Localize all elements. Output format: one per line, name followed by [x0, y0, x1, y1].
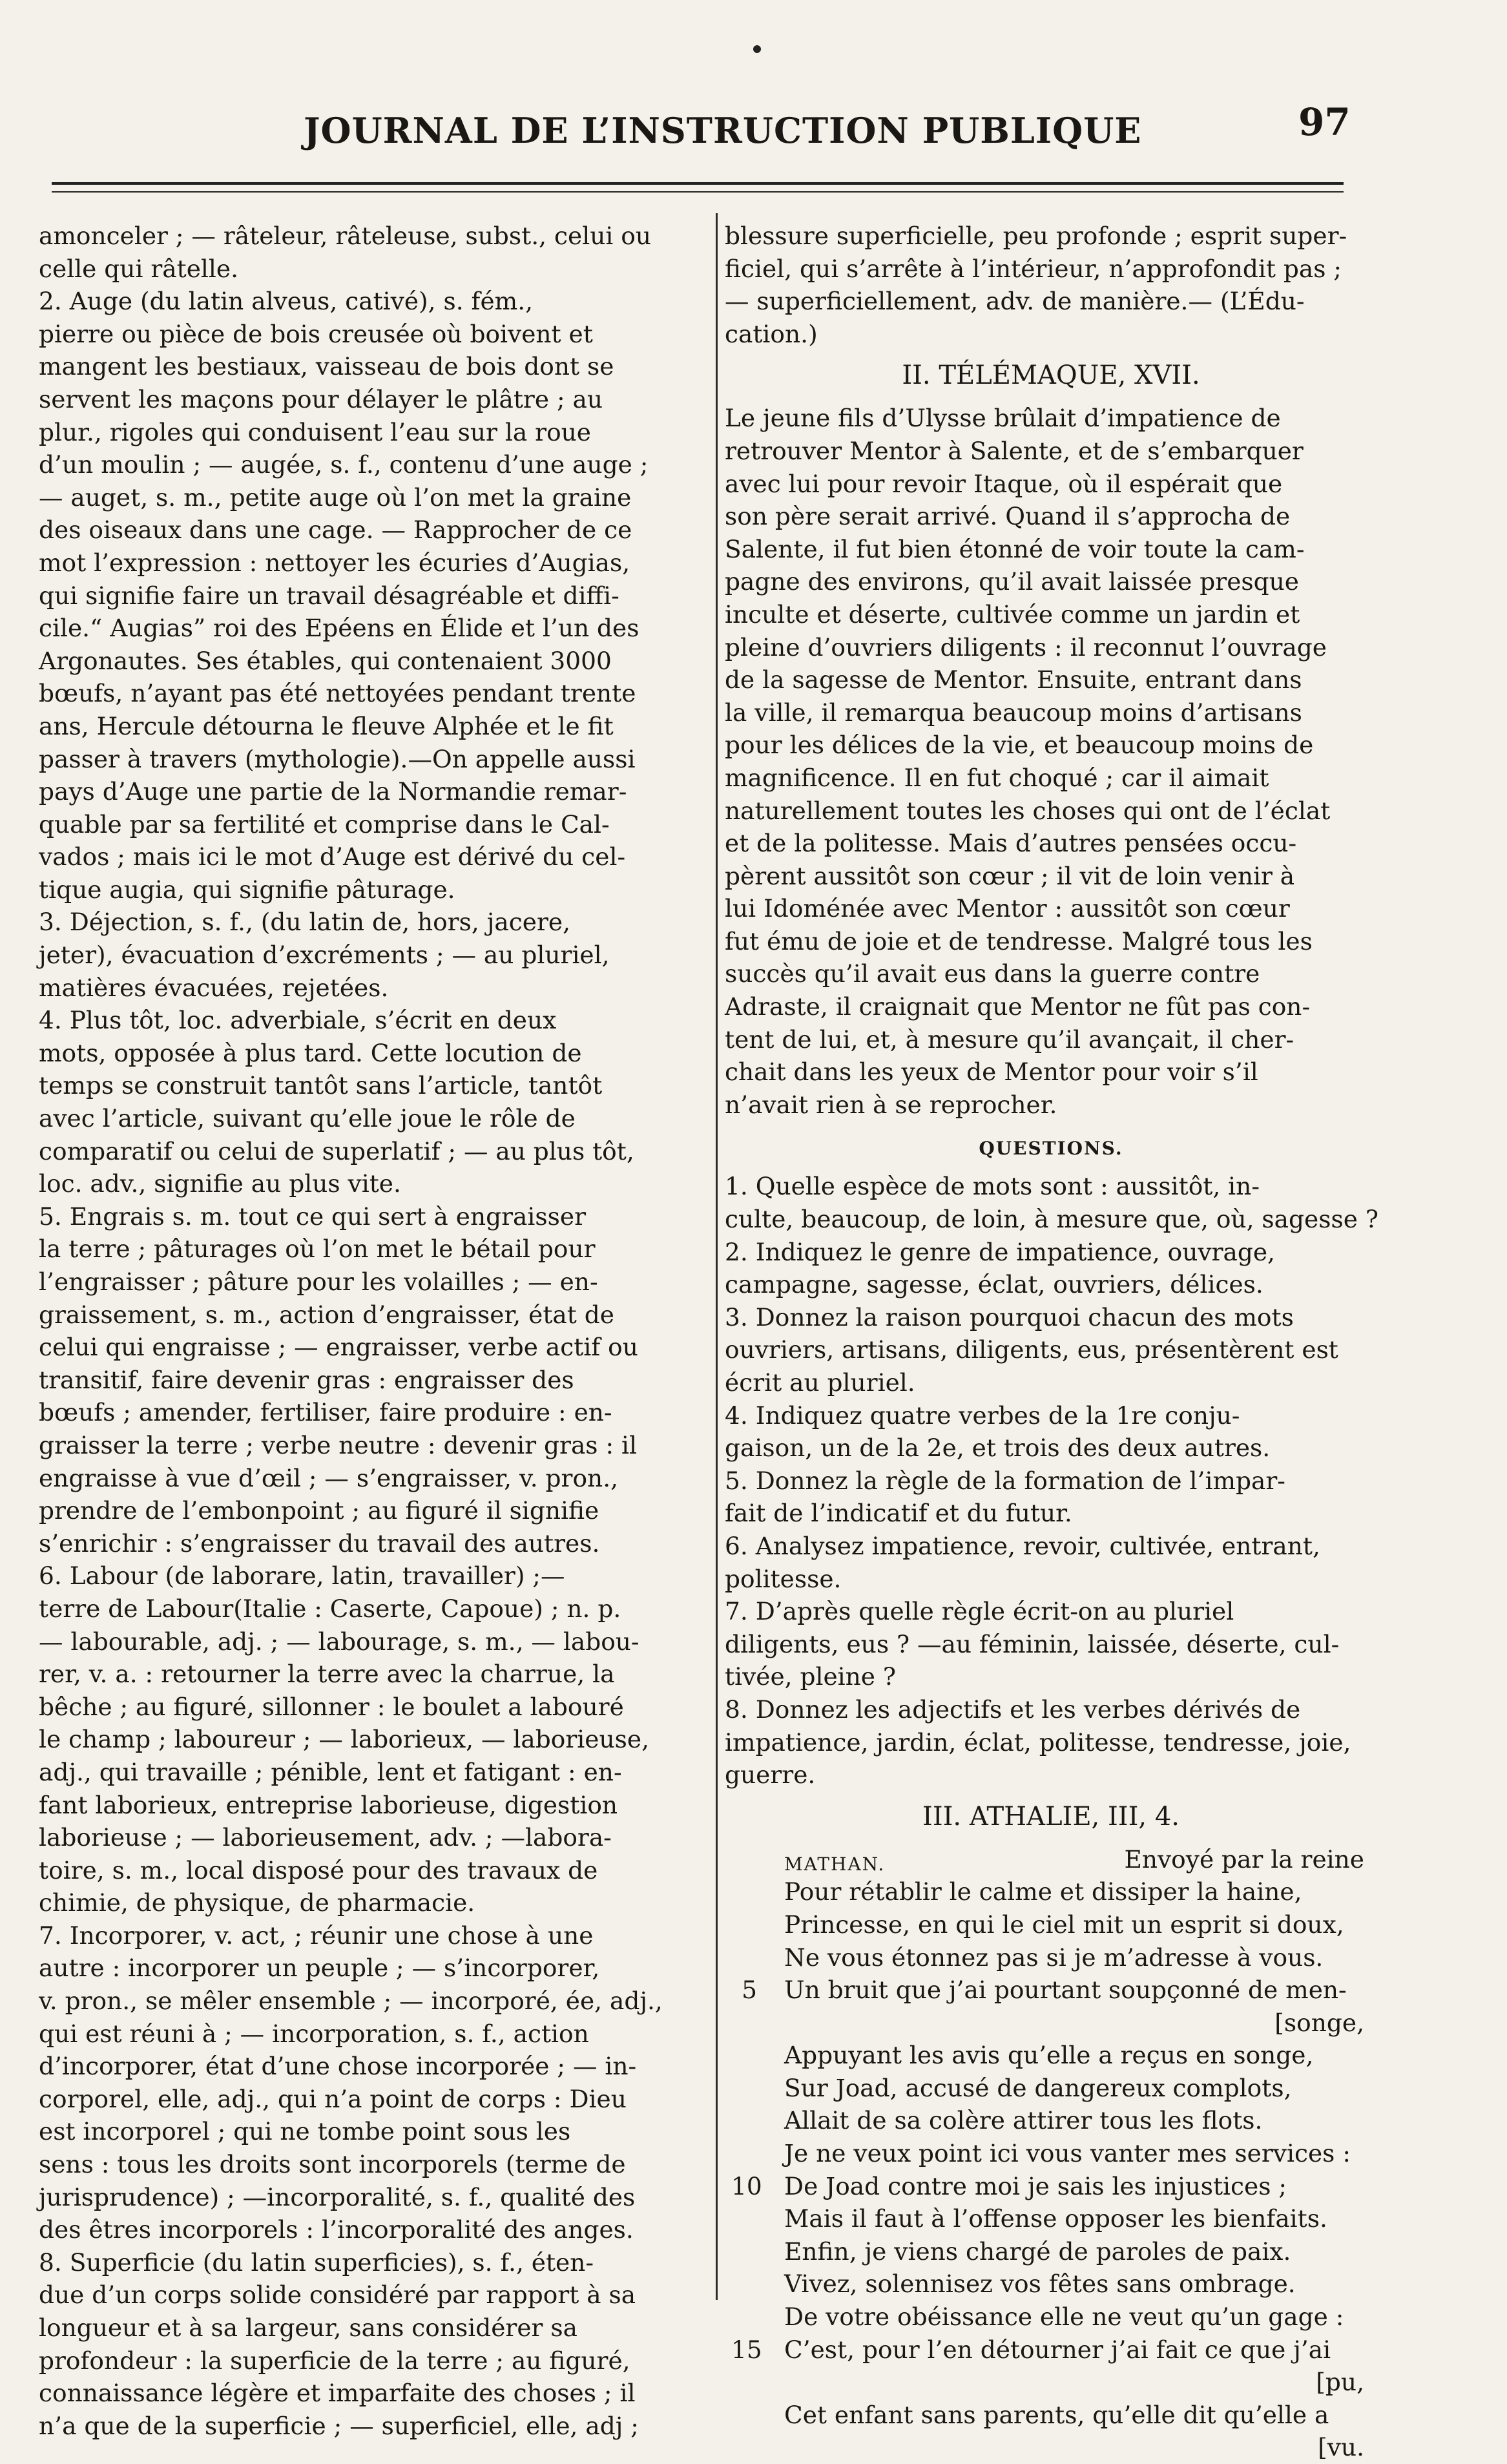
text-line: chait dans les yeux de Mentor pour voir s’il: [725, 1058, 1258, 1087]
text-line: — auget, s. m., petite auge où l’on met la graine: [39, 483, 632, 512]
text-line: s’enrichir : s’engraisser du travail des autres.: [39, 1529, 600, 1558]
text-line: loc. adv., signifie au plus vite.: [39, 1169, 401, 1198]
text-line: pleine d’ouvriers diligents : il reconnut l’ouvrage: [725, 632, 1327, 662]
text-line: et de la politesse. Mais d’autres pensées occu-: [725, 829, 1297, 858]
text-line: 2. Auge (du latin alveus, cativé), s. fém.,: [39, 287, 534, 316]
text-line: prendre de l’embonpoint ; au figuré il signifie: [39, 1496, 599, 1525]
text-line: terre de Labour(Italie : Caserte, Capoue) ; n. p.: [39, 1594, 621, 1623]
question-line: 4. Indiquez quatre verbes de la 1re conju-: [725, 1401, 1240, 1430]
text-line: l’engraisser ; pâture pour les volailles ; — en-: [39, 1268, 598, 1296]
question-line: fait de l’indicatif et du futur.: [725, 1499, 1072, 1528]
verse-text: Vivez, solennisez vos fêtes sans ombrage.: [784, 2270, 1296, 2299]
question-line: 8. Donnez les adjectifs et les verbes dérivés de: [725, 1695, 1301, 1724]
text-line: celle qui râtelle.: [39, 254, 239, 283]
section-title-telemaque: II. TÉLÉMAQUE, XVII.: [902, 360, 1200, 391]
verse-text: Envoyé par la reine: [1124, 1844, 1364, 1874]
telemaque-passage: [725, 402, 1377, 1121]
verse-line: [725, 1908, 1377, 1941]
text-line: plur., rigoles qui conduisent l’eau sur la roue: [39, 417, 591, 446]
text-line: bêche ; au figuré, sillonner : le boulet a labouré: [39, 1692, 624, 1721]
verse-number: 10: [731, 2171, 762, 2200]
verse-number: 5: [742, 1976, 757, 2005]
athalie-verses: [725, 1875, 1377, 2464]
text-line: fant laborieux, entreprise laborieuse, digestion: [39, 1790, 618, 1819]
text-line: laborieuse ; — laborieusement, adv. ; —labora-: [39, 1823, 612, 1852]
text-line: due d’un corps solide considéré par rapport à sa: [39, 2281, 636, 2310]
verse-number: 15: [731, 2335, 762, 2364]
verse-line: [725, 2333, 1377, 2366]
question-line: 5. Donnez la règle de la formation de l’impar-: [725, 1466, 1285, 1495]
header-rule-thick: [52, 182, 1344, 185]
verse-line: [725, 2202, 1377, 2235]
text-line: ans, Hercule détourna le fleuve Alphée et le fit: [39, 711, 614, 740]
question-line: tivée, pleine ?: [725, 1662, 897, 1691]
text-line: tique augia, qui signifie pâturage.: [39, 875, 455, 904]
speaker-name: MATHAN.: [784, 1853, 886, 1875]
header-rule-thin: [52, 191, 1344, 193]
question-line: ouvriers, artisans, diligents, eus, présentèrent est: [725, 1335, 1338, 1364]
verse-text: Appuyant les avis qu’elle a reçus en songe,: [784, 2041, 1314, 2070]
verse-line: [725, 2170, 1377, 2203]
verse-line: [725, 2137, 1377, 2170]
text-line: lui Idoménée avec Mentor : aussitôt son cœur: [725, 894, 1290, 923]
text-line: Salente, il fut bien étonné de voir toute la cam-: [725, 534, 1305, 563]
text-line: retrouver Mentor à Salente, et de s’embarquer: [725, 436, 1304, 465]
text-line: vados ; mais ici le mot d’Auge est dérivé du cel-: [39, 842, 626, 872]
text-line: longueur et à sa largeur, sans considérer sa: [39, 2313, 577, 2342]
text-line: quable par sa fertilité et comprise dans le Cal-: [39, 809, 610, 839]
text-line: v. pron., se mêler ensemble ; — incorporé, ée, adj.,: [39, 1987, 663, 2016]
verse-text: Pour rétablir le calme et dissiper la haine,: [784, 1877, 1302, 1906]
right-column: [725, 220, 1377, 2464]
questions-list: [725, 1170, 1377, 1791]
text-line: cile.“ Augias” roi des Epéens en Élide et l’un des: [39, 614, 639, 643]
text-line: avec lui pour revoir Itaque, où il espérait que: [725, 469, 1283, 498]
text-line: — superficiellement, adv. de manière.— (L’Édu-: [725, 287, 1305, 316]
left-column: [39, 220, 704, 2442]
text-line: pèrent aussitôt son cœur ; il vit de loin venir à: [725, 861, 1295, 890]
text-line: servent les maçons pour délayer le plâtre ; au: [39, 384, 603, 413]
text-line: tent de lui, et, à mesure qu’il avançait, il cher-: [725, 1025, 1294, 1054]
text-line: ficiel, qui s’arrête à l’intérieur, n’approfondit pas ;: [725, 254, 1342, 283]
text-line: adj., qui travaille ; pénible, lent et fatigant : en-: [39, 1757, 622, 1786]
verse-line: [725, 2007, 1377, 2040]
verse-line: [725, 1974, 1377, 2007]
text-line: 8. Superficie (du latin superficies), s. f., éten-: [39, 2248, 594, 2277]
text-line: le champ ; laboureur ; — laborieux, — laborieuse,: [39, 1725, 649, 1754]
verse-text: De votre obéissance elle ne veut qu’un gage :: [784, 2302, 1344, 2332]
verse-text: Enfin, je viens chargé de paroles de paix.: [784, 2237, 1291, 2266]
verse-text: De Joad contre moi je sais les injustices ;: [784, 2171, 1287, 2200]
text-line: n’avait rien à se reprocher.: [725, 1090, 1057, 1119]
verse-text: Cet enfant sans parents, qu’elle dit qu’elle a: [784, 2400, 1329, 2429]
text-line: de la sagesse de Mentor. Ensuite, entrant dans: [725, 665, 1302, 694]
text-line: Argonautes. Ses étables, qui contenaient 3000: [39, 646, 612, 675]
text-line: naturellement toutes les choses qui ont de l’éclat: [725, 796, 1331, 825]
text-line: transitif, faire devenir gras : engraisser des: [39, 1365, 574, 1394]
text-line: la ville, il remarqua beaucoup moins d’artisans: [725, 698, 1302, 727]
journal-title: JOURNAL DE L’INSTRUCTION PUBLIQUE: [304, 110, 1142, 151]
text-line: inculte et déserte, cultivée comme un jardin et: [725, 600, 1300, 629]
verse-line: [725, 2072, 1377, 2105]
text-line: jurisprudence) ; —incorporalité, s. f., qualité des: [39, 2182, 636, 2211]
text-line: matières évacuées, rejetées.: [39, 973, 389, 1002]
text-line: avec l’article, suivant qu’elle joue le rôle de: [39, 1104, 576, 1133]
text-line: des oiseaux dans une cage. — Rapprocher de ce: [39, 516, 632, 545]
text-line: magnificence. Il en fut choqué ; car il aimait: [725, 763, 1269, 792]
verse-text: Mais il faut à l’offense opposer les bienfaits.: [784, 2204, 1327, 2233]
verse-text: Ne vous étonnez pas si je m’adresse à vous.: [784, 1943, 1324, 1972]
text-line: sens : tous les droits sont incorporels (terme de: [39, 2150, 626, 2179]
text-line: 4. Plus tôt, loc. adverbiale, s’écrit en deux: [39, 1006, 557, 1035]
question-line: 2. Indiquez le genre de impatience, ouvrage,: [725, 1237, 1275, 1266]
verse-line: [725, 2399, 1377, 2432]
text-line: mangent les bestiaux, vaisseau de bois dont se: [39, 352, 614, 381]
verse-speaker-line: [725, 1843, 1377, 1876]
text-line: d’un moulin ; — augée, s. f., contenu d’une auge ;: [39, 450, 649, 479]
text-line: 6. Labour (de laborare, latin, travailler) ;—: [39, 1561, 565, 1591]
verse-line: [725, 2104, 1377, 2137]
question-line: 6. Analysez impatience, revoir, cultivée, entrant,: [725, 1531, 1320, 1560]
verse-text: Allait de sa colère attirer tous les flots.: [784, 2106, 1263, 2135]
text-line: Adraste, il craignait que Mentor ne fût pas con-: [725, 992, 1311, 1021]
verse-continuation: [songe,: [1274, 2008, 1364, 2037]
text-line: 5. Engrais s. m. tout ce qui sert à engraisser: [39, 1202, 586, 1231]
text-line: n’a que de la superficie ; — superficiel, elle, adj ;: [39, 2411, 639, 2440]
question-line: culte, beaucoup, de loin, à mesure que, où, sagesse ?: [725, 1205, 1378, 1234]
text-line: — labourable, adj. ; — labourage, s. m., — labou-: [39, 1627, 639, 1656]
verse-line: [725, 2366, 1377, 2399]
text-line: graissement, s. m., action d’engraisser, état de: [39, 1300, 614, 1329]
text-line: est incorporel ; qui ne tombe point sous les: [39, 2117, 571, 2146]
text-line: engraisse à vue d’œil ; — s’engraisser, v. pron.,: [39, 1463, 619, 1492]
text-line: mot l’expression : nettoyer les écuries d’Augias,: [39, 548, 630, 577]
text-line: rer, v. a. : retourner la terre avec la charrue, la: [39, 1660, 615, 1689]
verse-line: [725, 1875, 1377, 1908]
question-line: diligents, eus ? —au féminin, laissée, déserte, cul-: [725, 1629, 1340, 1658]
verse-line: [725, 2039, 1377, 2072]
text-line: mots, opposée à plus tard. Cette locution de: [39, 1038, 582, 1067]
text-line: qui signifie faire un travail désagréable et diffi-: [39, 581, 619, 610]
page-header: [0, 97, 1507, 168]
text-line: bœufs ; amender, fertiliser, faire produire : en-: [39, 1398, 612, 1427]
verse-line: [725, 2268, 1377, 2301]
text-line: blessure superficielle, peu profonde ; esprit super-: [725, 222, 1347, 250]
text-line: pagne des environs, qu’il avait laissée presque: [725, 567, 1299, 596]
verse-text: Princesse, en qui le ciel mit un esprit si doux,: [784, 1910, 1344, 1939]
text-line: des êtres incorporels : l’incorporalité des anges.: [39, 2215, 634, 2244]
verse-text: C’est, pour l’en détourner j’ai fait ce que j’ai: [784, 2335, 1331, 2364]
section-title-athalie: III. ATHALIE, III, 4.: [922, 1801, 1180, 1832]
text-line: d’incorporer, état d’une chose incorporée ; — in-: [39, 2052, 637, 2081]
verse-line: [725, 2301, 1377, 2333]
column-divider: [716, 213, 718, 2300]
page-number: 97: [1298, 100, 1351, 144]
text-line: cation.): [725, 319, 818, 348]
verse-line: [725, 2235, 1377, 2268]
text-line: corporel, elle, adj., qui n’a point de corps : Dieu: [39, 2084, 627, 2113]
text-line: 3. Déjection, s. f., (du latin de, hors, jacere,: [39, 908, 570, 937]
text-line: graisser la terre ; verbe neutre : devenir gras : il: [39, 1430, 638, 1459]
text-line: bœufs, n’ayant pas été nettoyées pendant trente: [39, 679, 636, 708]
text-line: 7. Incorporer, v. act, ; réunir une chose à une: [39, 1921, 594, 1950]
question-line: 3. Donnez la raison pourquoi chacun des mots: [725, 1302, 1294, 1331]
text-line: passer à travers (mythologie).—On appelle aussi: [39, 744, 636, 773]
superficie-continuation: [725, 220, 1377, 350]
text-line: la terre ; pâturages où l’on met le bétail pour: [39, 1235, 596, 1264]
text-line: autre : incorporer un peuple ; — s’incorporer,: [39, 1954, 600, 1983]
question-line: 7. D’après quelle règle écrit-on au pluriel: [725, 1597, 1234, 1626]
text-line: toire, s. m., local disposé pour des travaux de: [39, 1855, 598, 1885]
text-line: Le jeune fils d’Ulysse brûlait d’impatience de: [725, 404, 1281, 433]
question-line: écrit au pluriel.: [725, 1368, 915, 1397]
verse-line: [725, 1941, 1377, 1974]
text-line: qui est réuni à ; — incorporation, s. f., action: [39, 2019, 589, 2048]
decorative-dot: [753, 45, 761, 53]
verse-line: [725, 2431, 1377, 2464]
text-line: fut ému de joie et de tendresse. Malgré tous les: [725, 926, 1313, 955]
verse-text: Un bruit que j’ai pourtant soupçonné de men-: [784, 1976, 1347, 2005]
text-line: succès qu’il avait eus dans la guerre contre: [725, 959, 1260, 988]
question-line: impatience, jardin, éclat, politesse, tendresse, joie,: [725, 1728, 1351, 1757]
question-line: politesse.: [725, 1564, 842, 1593]
verse-continuation: [pu,: [1316, 2368, 1364, 2397]
text-line: jeter), évacuation d’excréments ; — au pluriel,: [39, 941, 610, 970]
text-line: celui qui engraisse ; — engraisser, verbe actif ou: [39, 1333, 638, 1362]
question-line: campagne, sagesse, éclat, ouvriers, délices.: [725, 1270, 1263, 1299]
question-line: guerre.: [725, 1760, 816, 1790]
verse-continuation: [vu.: [1318, 2433, 1364, 2462]
question-line: 1. Quelle espèce de mots sont : aussitôt, in-: [725, 1172, 1260, 1201]
text-line: profondeur : la superficie de la terre ; au figuré,: [39, 2346, 630, 2375]
text-line: pays d’Auge une partie de la Normandie remar-: [39, 777, 627, 806]
text-line: pierre ou pièce de bois creusée où boivent et: [39, 319, 593, 348]
text-line: connaissance légère et imparfaite des choses ; il: [39, 2379, 636, 2408]
text-line: temps se construit tantôt sans l’article, tantôt: [39, 1071, 603, 1100]
text-line: son père serait arrivé. Quand il s’approcha de: [725, 502, 1291, 531]
text-line: pour les délices de la vie, et beaucoup moins de: [725, 731, 1314, 760]
questions-heading: QUESTIONS.: [979, 1138, 1123, 1160]
text-line: amonceler ; — râteleur, râteleuse, subst., celui ou: [39, 222, 651, 250]
question-line: gaison, un de la 2e, et trois des deux autres.: [725, 1434, 1271, 1463]
text-line: comparatif ou celui de superlatif ; — au plus tôt,: [39, 1136, 634, 1165]
verse-text: Sur Joad, accusé de dangereux complots,: [784, 2073, 1292, 2102]
verse-text: Je ne veux point ici vous vanter mes services :: [784, 2139, 1351, 2168]
text-line: chimie, de physique, de pharmacie.: [39, 1888, 475, 1917]
